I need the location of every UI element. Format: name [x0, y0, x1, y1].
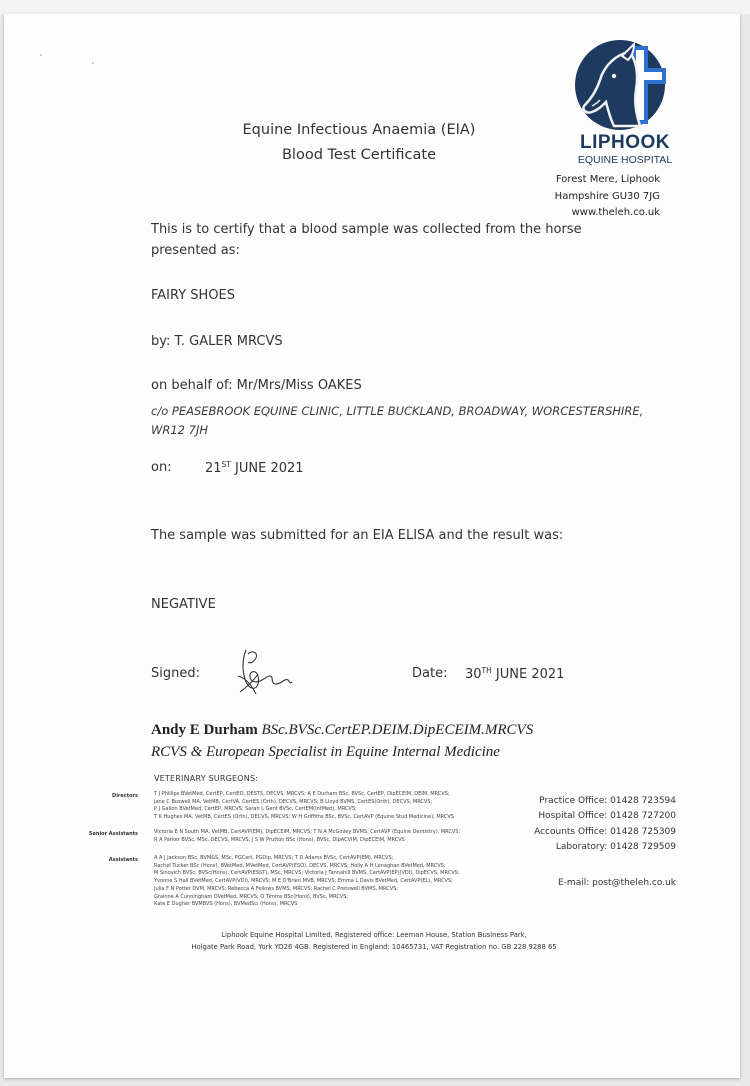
signed-day: 30: [465, 667, 482, 682]
staff-line: Kate E Dugher BVMBVS (Hons), BVMedSci (Hons), MRCVS: [154, 901, 298, 908]
collection-date: [205, 460, 304, 476]
test-result: NEGATIVE: [151, 597, 216, 612]
registration-footer: [124, 929, 624, 953]
owner-line: on behalf of: Mr/Mrs/Miss OAKES: [151, 378, 362, 393]
practice-office-phone: Practice Office: 01428 723594: [539, 796, 676, 806]
laboratory-phone: Laboratory: 01428 729509: [555, 841, 676, 852]
horse-head-icon: [570, 40, 670, 130]
footer-line: Liphook Equine Hospital Limited. Registered office: Leeman House, Station Business Park,: [221, 931, 527, 939]
senior-assistants-list: [154, 829, 524, 844]
signatory-qualifications: BSc.BVSc.CertEP.DEIM.DipECEIM.MRCVS: [257, 722, 534, 738]
clinic-address: [151, 402, 661, 440]
staff-line: A A J Jackson BSc, BVM&S, MSc, PGCert, PGDip, MRCVS; T D Adams BVSc, CertAVP(EM), MRCVS;: [154, 855, 394, 861]
hospital-address: [524, 172, 660, 222]
directors-label: Directors: [112, 793, 138, 799]
directors-list: [154, 791, 524, 822]
collection-date-label: on:: [151, 460, 172, 475]
office-phone-numbers: [524, 794, 676, 855]
staff-line: Rachel Tucker BSc (Hons), BVetMed, MVetMed, CertAVP(ESO), DECVS, MRCVS; Holly A H Lenaghan BVetMed, MRCVS;: [154, 862, 446, 869]
assistants-list: [154, 855, 524, 909]
hospital-logo: [564, 40, 694, 166]
staff-line: M Sinovich BVSc, BVSc(Hons), CertAVP(ESST), MSc, MRCVS; Victoria J Tannahill BVMS, CertAVP(EP)(VDI), DipECVS, MRCVS;: [154, 870, 460, 877]
signatory-name: [151, 722, 533, 739]
signatory-full-name: Andy E Durham: [151, 722, 258, 738]
staff-line: T J Phillips BVetMed, CertEP, CertEO, DESTS, DECVS, MRCVS; A E Durham BSc, BVSc, CertEP, DipECEIM, DEIM, MRCVS;: [154, 791, 450, 797]
paper-speck: [92, 62, 94, 64]
staff-line: Jane C Boswell MA, VetMB, CertVA, CertES (Orth), DECVS, MRCVS; B Lloyd BVMS, CertES(Orth), DECVS, MRCVS;: [154, 798, 433, 805]
website-link[interactable]: www.theleh.co.uk: [571, 207, 660, 218]
top-background-band: [0, 0, 750, 14]
hospital-subtitle: EQUINE HOSPITAL: [577, 154, 673, 166]
collection-day: 21: [205, 461, 222, 476]
senior-assistants-label: Senior Assistants: [88, 831, 138, 837]
paper-speck: [40, 54, 42, 56]
horse-name: FAIRY SHOES: [151, 288, 236, 303]
certificate-page: [4, 14, 740, 1078]
contact-email[interactable]: E-mail: post@theleh.co.uk: [558, 878, 676, 888]
hospital-name: LIPHOOK: [579, 132, 671, 153]
signature-date: [465, 666, 564, 682]
certificate-title: [219, 118, 499, 168]
assistants-label: Assistants: [108, 857, 138, 863]
staff-line: Grainne A Cunningham DVetMed, MRCVS; O Timms BSc(Hons), BVSc, MRCVS;: [154, 893, 349, 900]
signature-date-label: Date:: [412, 666, 448, 681]
signed-day-suffix: TH: [481, 666, 492, 675]
signed-label: Signed:: [151, 666, 200, 681]
staff-line: R A Parker BVSc, MSc, DECVS, MRCVS; J S W Prutton BSc (Hons), BVSc, DipACVIM, DipECEIM, MRCVS: [154, 836, 405, 843]
staff-line: T K Hughes MA, VetMB, CertES (Orth), DECVS, MRCVS; W H Griffiths BSc, BVSc, CertAVP (Equine Stud Medicine), MRCVS: [154, 814, 454, 821]
collected-by: by: T. GALER MRCVS: [151, 334, 283, 349]
hospital-office-phone: Hospital Office: 01428 727200: [538, 811, 676, 822]
clinic-address-line: WR12 7JH: [151, 423, 209, 437]
title-line-2: Blood Test Certificate: [281, 147, 436, 163]
collection-month-year: JUNE 2021: [230, 461, 304, 476]
signed-month-year: JUNE 2021: [491, 667, 565, 682]
address-line: Hampshire GU30 7JG: [554, 190, 660, 202]
collection-day-suffix: ST: [221, 460, 231, 469]
staff-line: Yvonne S Hall BVetMed, CertAVP(VDI), MRCVS; M E O'Brien MVB, MRCVS; Emma L Davis BVetMed, CertAVP(EL), MRCVS;: [154, 878, 453, 885]
title-line-1: Equine Infectious Anaemia (EIA): [242, 122, 476, 138]
staff-line: P J Gallon BVetMed, CertEP, MRCVS; Sarah L Gent BVSc, CertEM(IntMed), MRCVS;: [154, 806, 357, 813]
certify-statement: This is to certify that a blood sample was collected from the horse presented as:: [151, 222, 582, 258]
address-line: Forest Mere, Liphook: [555, 174, 660, 185]
accounts-office-phone: Accounts Office: 01428 725309: [534, 826, 676, 837]
clinic-address-line: c/o PEASEBROOK EQUINE CLINIC, LITTLE BUCKLAND, BROADWAY, WORCESTERSHIRE,: [151, 404, 644, 418]
staff-line: Victoria E N South MA, VetMB, CertAVP(EM), DipECEIM, MRCVS; T N A McGinley BVMS, CertAVP (Equine Dentistry), MRCVS;: [154, 829, 461, 835]
handwritten-signature: [232, 646, 296, 696]
staff-line: Julia F N Potter DVM, MRCVS; Rebecca A Fellows BVMS, MRCVS; Rachel C Pretswell BVMS, MRCVS;: [154, 885, 398, 892]
staff-heading: VETERINARY SURGEONS:: [154, 774, 259, 783]
footer-line: Holgate Park Road, York YO26 4GB. Registered in England: 10465731, VAT Registration no. GB 228 9288 65: [191, 943, 557, 951]
signatory-role: RCVS & European Specialist in Equine Internal Medicine: [151, 744, 500, 760]
submission-statement: The sample was submitted for an EIA ELISA and the result was:: [151, 528, 564, 543]
